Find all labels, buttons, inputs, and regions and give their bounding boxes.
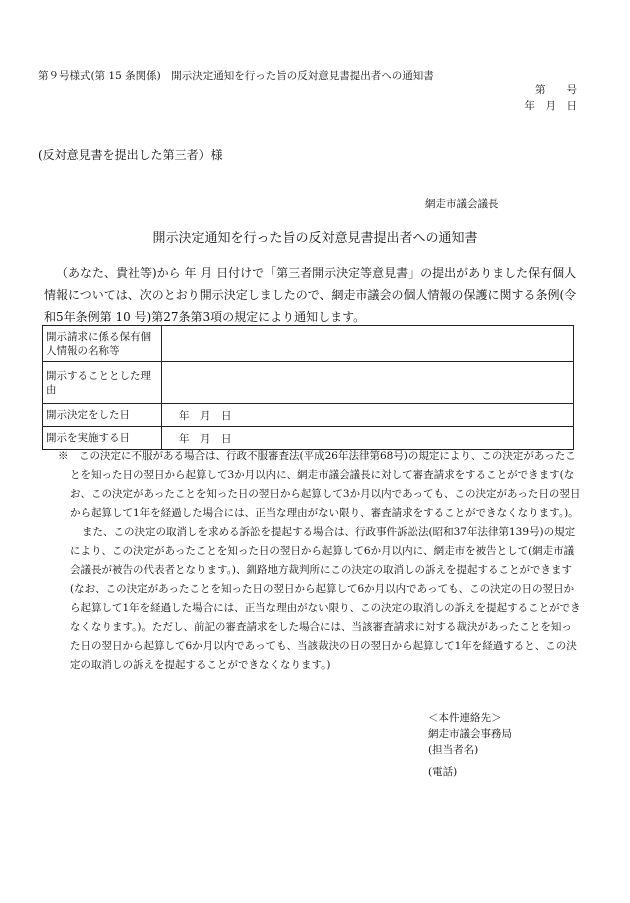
body-text [44, 262, 584, 328]
form-label: 第９号様式(第 15 条関係) 開示決定通知を行った旨の反対意見書提出者への通知書 [38, 70, 434, 82]
row-value [162, 362, 574, 404]
row-value: 年 月 日 [162, 427, 574, 450]
row-label: 開示請求に係る保有個人情報の名称等 [43, 326, 162, 362]
contact-phone: (電話) [428, 766, 458, 778]
appeal-note: ※ この決定に不服がある場合は、行政不服審査法(平成26年法律第68号)の規定により、この決定があったことを知った日の翌日から起算して3か月以内に、網走市議会議長に対して審査請求をすることができます(なお、この決定があったことを知った日の翌日から起算して3か月以内であっても、この決定があった日の翌日から起算して1年を経過した場合には、正当な理由がない限り、審査請求をすることができなくなります。)。 [58, 450, 581, 519]
row-value: 年 月 日 [162, 404, 574, 427]
sender: 網走市議会議長 [425, 198, 499, 210]
contact-person: (担当者名) [428, 744, 479, 756]
table-row [43, 404, 574, 427]
recipient: (反対意見書を提出した第三者）様 [38, 148, 223, 162]
row-value [162, 326, 574, 362]
row-label: 開示決定をした日 [43, 404, 162, 427]
contact-heading: ＜本件連絡先＞ [428, 712, 502, 724]
notes-section [58, 447, 582, 675]
row-label: 開示することとした理由 [43, 362, 162, 404]
contact-block [428, 710, 512, 780]
document-title: 開示決定通知を行った旨の反対意見書提出者への通知書 [152, 231, 478, 246]
table-row [43, 362, 574, 404]
document-date: 年 月 日 [524, 100, 577, 112]
lawsuit-note: また、この決定の取消しを求める訴訟を提起する場合は、行政事件訴訟法(昭和37年法律第139号)の規定により、この決定があったことを知った日の翌日から起算して6か月以内に、網走市を被告として(網走市議会議長が被告の代表者となります。)、釧路地方裁判所にこの決定の取消しの訴えを提起することができます(なお、この決定があったことを知った日の翌日から起算して6か月以内であっても、この決定の日の翌日から起算して1年を経過した場合には、正当な理由がない限り、この決定の取消しの訴えを提起することができなくなります。)。ただし、前記の審査請求をした場合には、当該審査請求に対する裁決があったことを知った日の翌日から起算して6か月以内であっても、当該裁決の日の翌日から起算して1年を経過すると、この決定の取消しの訴えを提起することができなくなります。) [70, 526, 581, 671]
contact-office: 網走市議会事務局 [428, 728, 512, 740]
info-table [42, 325, 574, 450]
row-label: 開示を実施する日 [43, 427, 162, 450]
table-row [43, 326, 574, 362]
document-number: 第 号 [535, 84, 577, 96]
body-paragraph: （あなた、貴社等)から 年 月 日付けで「第三者開示決定等意見書」の提出がありました保有個人情報については、次のとおり開示決定しましたので、網走市議会の個人情報の保護に関する条例(令和5年条例第 10 号)第27条第3項の規定により通知します。 [44, 266, 577, 324]
